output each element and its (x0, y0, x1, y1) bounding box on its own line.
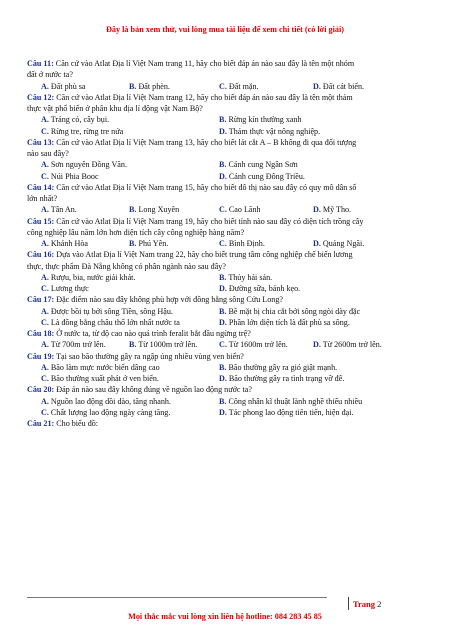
question-text: Tại sao bão thường gây ra ngập úng nhiều vùng ven biển? (54, 351, 244, 361)
answer-row (27, 306, 427, 317)
question-block (27, 294, 427, 328)
answer-text: Đất phù sa (48, 81, 86, 91)
hotline-text: Mọi thắc mắc vui lòng xin liên hệ hotline: 084 283 45 85 (128, 612, 322, 621)
answer-option (41, 283, 89, 294)
answer-text: Lương thực (48, 284, 89, 293)
answer-option (41, 272, 135, 283)
question-block (27, 249, 427, 294)
answer-option (41, 362, 160, 373)
answer-text: Chất lượng lao động ngày càng tăng. (48, 407, 171, 417)
answer-letter: D. (219, 374, 227, 383)
question-number: Câu 13: (27, 137, 55, 147)
answer-letter: B. (219, 362, 227, 372)
question-text-line (27, 216, 427, 227)
question-block (27, 182, 427, 216)
answer-letter: B. (219, 160, 227, 170)
answer-letter: D. (219, 317, 227, 327)
answer-letter: A. (41, 340, 49, 350)
answer-option (219, 283, 300, 294)
answer-text: Sơn nguyên Đồng Văn. (48, 160, 127, 170)
answer-text: Rượu, bia, nước giải khát. (48, 272, 136, 282)
answer-option (219, 362, 337, 373)
question-text: Căn cứ vào Atlat Địa lí Việt Nam trang 11, hãy cho biết đáp án nào sau đây là tên một nhóm (53, 59, 355, 68)
answer-letter: C. (219, 81, 227, 91)
answer-row (27, 238, 427, 249)
answer-letter: D. (219, 171, 227, 181)
answer-text: Cánh cung Đông Triều. (226, 171, 305, 181)
answer-row (27, 407, 427, 418)
question-number: Câu 12: (27, 92, 55, 102)
question-text: Căn cứ vào Atlat Địa lí Việt Nam trang 12, hãy cho biết đáp án nào sau đây là tên một thảm (54, 92, 353, 102)
answer-option (219, 238, 265, 249)
answer-text: Rừng kín thường xanh (226, 115, 302, 125)
answer-option (41, 317, 180, 328)
answer-text: Từ 1600m trở lên. (226, 340, 288, 350)
question-text-line (27, 328, 427, 339)
answer-letter: D. (219, 284, 227, 293)
answer-row (27, 126, 427, 137)
answer-text: Trảng cỏ, cây bụi. (48, 115, 110, 125)
answer-letter: A. (41, 306, 49, 316)
question-block (27, 92, 427, 137)
question-number: Câu 19: (27, 351, 55, 361)
answer-row (27, 362, 427, 373)
answer-option (313, 238, 364, 249)
answer-row (27, 283, 427, 294)
answer-letter: C. (41, 284, 49, 293)
question-text-line (27, 103, 427, 114)
answer-letter: A. (41, 81, 49, 91)
answer-letter: B. (129, 239, 137, 248)
question-block (27, 418, 427, 429)
answer-letter: C. (41, 317, 49, 327)
answer-text: Nguồn lao động dồi dào, tăng nhanh. (48, 396, 171, 406)
answer-option (219, 317, 350, 328)
question-number: Câu 14: (27, 182, 55, 192)
answer-letter: A. (41, 396, 49, 406)
answer-text: Rừng tre, rừng tre nứa (48, 126, 124, 136)
page-number-value: 2 (377, 599, 382, 609)
question-text: Căn cứ vào Atlat Địa lí Việt Nam trang 19, hãy cho biết tỉnh nào sau đây có diện tích trồng cây (54, 216, 364, 226)
answer-text: Đất cát biển. (320, 81, 365, 91)
question-text: thực vật phổ biến ở phân khu địa lí động vật Nam Bộ? (27, 104, 203, 113)
answer-letter: C. (219, 340, 227, 350)
answer-letter: B. (219, 306, 227, 316)
question-text: Đặc điểm nào sau đây không phù hợp với đồng bằng sông Cửu Long? (54, 295, 283, 305)
answer-option (129, 81, 170, 92)
question-number: Câu 18: (27, 329, 55, 338)
answer-letter: C. (41, 126, 49, 136)
answer-text: Là đồng bằng châu thổ lớn nhất nước ta (48, 317, 180, 327)
question-text: Căn cứ vào Atlat Địa lí Việt Nam trang 15, hãy cho biết đô thị nào sau đây có quy mô dân số (54, 182, 357, 192)
question-text-line (27, 418, 427, 429)
footer-rule (27, 597, 327, 598)
answer-option (219, 81, 259, 92)
question-text-line (27, 148, 427, 159)
answer-text: Bề mặt bị chia cắt bởi sông ngòi dày đặc (226, 306, 361, 316)
question-text-line (27, 92, 427, 103)
answer-option (313, 339, 382, 350)
answer-option (41, 171, 99, 182)
answer-text: Phú Yên. (136, 239, 169, 248)
answer-row (27, 171, 427, 182)
preview-banner: Đây là bản xem thử, vui lòng mua tài liệu để xem chi tiết (có lời giải) (105, 25, 344, 34)
answer-row (27, 373, 427, 384)
question-text-line (27, 137, 427, 148)
answer-text: Cao Lãnh (226, 205, 261, 215)
answer-text: Từ 700m trở lên. (48, 340, 106, 350)
answer-option (41, 204, 77, 215)
answer-letter: D. (219, 407, 227, 417)
question-list (27, 58, 427, 429)
answer-option (41, 159, 127, 170)
question-number: Câu 11: (27, 59, 54, 68)
answer-text: Khánh Hòa (48, 239, 88, 248)
answer-option (41, 126, 123, 137)
answer-letter: B. (129, 340, 137, 350)
question-text-line (27, 294, 427, 305)
answer-text: Tác phong lao động tiên tiến, hiện đại. (226, 407, 354, 417)
answer-text: Từ 2600m trở lên. (320, 340, 382, 350)
answer-row (27, 317, 427, 328)
question-text-line (27, 182, 427, 193)
answer-letter: C. (219, 239, 227, 248)
question-block (27, 58, 427, 92)
answer-letter: A. (41, 115, 49, 125)
question-text-line (27, 227, 427, 238)
question-number: Câu 15: (27, 216, 55, 226)
answer-text: Cánh cung Ngân Sơn (226, 160, 298, 170)
question-number: Câu 21: (27, 419, 55, 428)
answer-option (41, 114, 109, 125)
answer-letter: C. (41, 171, 49, 181)
question-text: nào sau đây? (27, 149, 69, 158)
question-text-line (27, 384, 427, 395)
answer-text: Bình Định. (226, 239, 265, 248)
question-text-line (27, 193, 427, 204)
answer-option (219, 159, 298, 170)
answer-letter: D. (313, 205, 321, 215)
page-separator (348, 597, 349, 610)
answer-option (219, 339, 288, 350)
answer-option (41, 306, 173, 317)
answer-text: Đất mặn. (226, 81, 259, 91)
answer-option (129, 238, 168, 249)
answer-text: Đất phèn. (136, 81, 170, 91)
answer-option (219, 126, 320, 137)
question-block (27, 137, 427, 182)
answer-row (27, 81, 427, 92)
answer-text: Long Xuyên (136, 205, 180, 215)
answer-option (41, 339, 106, 350)
answer-option (219, 272, 272, 283)
answer-option (219, 204, 261, 215)
answer-letter: A. (41, 272, 49, 282)
answer-option (129, 339, 197, 350)
question-number: Câu 20: (27, 385, 55, 395)
answer-text: Bão thường xuất phát ở ven biển. (48, 374, 159, 383)
answer-letter: A. (41, 160, 49, 170)
answer-row (27, 272, 427, 283)
question-text: thực, thực phẩm Đà Nẵng không có phân ngành nào sau đây? (27, 261, 226, 271)
answer-option (41, 396, 171, 407)
answer-text: Quảng Ngãi. (320, 239, 365, 248)
answer-row (27, 204, 427, 215)
question-text: Dựa vào Atlat Địa lí Việt Nam trang 22, hãy cho biết trung tâm công nghiệp chế biến lương (54, 250, 353, 260)
question-block (27, 328, 427, 351)
answer-row (27, 159, 427, 170)
answer-letter: D. (313, 239, 321, 248)
answer-text: Tân An. (48, 205, 77, 215)
question-text: công nghiệp lâu năm lớn hơn diện tích cây công nghiệp hàng năm? (27, 227, 245, 237)
answer-row (27, 339, 427, 350)
answer-option (129, 204, 179, 215)
question-block (27, 216, 427, 250)
answer-option (313, 204, 351, 215)
answer-letter: D. (219, 126, 227, 136)
answer-letter: B. (219, 396, 227, 406)
answer-text: Bão thường gây ra tình trạng vỡ đê. (226, 374, 345, 383)
answer-option (41, 373, 159, 384)
answer-letter: B. (129, 205, 137, 215)
question-text: Căn cứ vào Atlat Địa lí Việt Nam trang 13, hãy cho biết lát cắt A – B không đi qua đối tượng (54, 137, 357, 147)
question-block (27, 384, 427, 418)
page-label: Trang (353, 599, 378, 609)
answer-letter: C. (219, 205, 227, 215)
answer-text: Núi Phia Booc (48, 171, 99, 181)
answer-option (219, 306, 360, 317)
question-text: lớn nhất? (27, 194, 58, 203)
answer-option (41, 238, 88, 249)
answer-letter: B. (219, 272, 227, 282)
answer-text: Thảm thực vật nông nghiệp. (226, 126, 321, 136)
answer-row (27, 114, 427, 125)
answer-text: Công nhân kĩ thuật lành nghề thiếu nhiều (226, 396, 363, 406)
question-number: Câu 17: (27, 295, 55, 305)
answer-letter: C. (41, 407, 49, 417)
question-text-line (27, 351, 427, 362)
question-text: Đáp án nào sau đây không đúng về nguồn lao động nước ta? (54, 385, 252, 395)
answer-letter: D. (313, 340, 321, 350)
question-text: đất ở nước ta? (27, 70, 73, 80)
answer-text: Bão thường gây ra gió giật mạnh. (226, 362, 338, 372)
answer-text: Mỹ Tho. (320, 205, 352, 215)
answer-option (41, 407, 170, 418)
answer-letter: B. (219, 115, 227, 125)
question-text: Cho biểu đồ: (54, 419, 99, 428)
question-number: Câu 16: (27, 250, 55, 260)
answer-option (219, 407, 354, 418)
answer-text: Được bồi tụ bởi sông Tiền, sông Hậu. (48, 306, 173, 316)
answer-text: Từ 1000m trở lên. (136, 340, 198, 350)
answer-option (219, 373, 344, 384)
answer-option (41, 81, 86, 92)
answer-letter: B. (129, 81, 137, 91)
answer-letter: A. (41, 362, 49, 372)
answer-letter: A. (41, 205, 49, 215)
answer-text: Phần lớn diện tích là đất phù sa sông. (226, 317, 350, 327)
answer-row (27, 396, 427, 407)
answer-text: Thủy hải sản. (226, 272, 273, 282)
page-number (353, 599, 381, 609)
answer-text: Đường sữa, bánh kẹo. (226, 284, 301, 293)
answer-option (219, 114, 302, 125)
answer-option (313, 81, 364, 92)
question-block (27, 351, 427, 385)
answer-letter: C. (41, 374, 49, 383)
question-text-line (27, 69, 427, 80)
question-text: Ở nước ta, từ độ cao nào quá trình feralit bắt đầu ngừng trệ? (54, 329, 251, 338)
answer-option (219, 171, 305, 182)
answer-text: Bão làm mực nước biển dâng cao (48, 362, 160, 372)
answer-letter: D. (313, 81, 321, 91)
question-text-line (27, 58, 427, 69)
answer-letter: A. (41, 239, 49, 248)
question-text-line (27, 249, 427, 260)
question-text-line (27, 261, 427, 272)
answer-option (219, 396, 362, 407)
